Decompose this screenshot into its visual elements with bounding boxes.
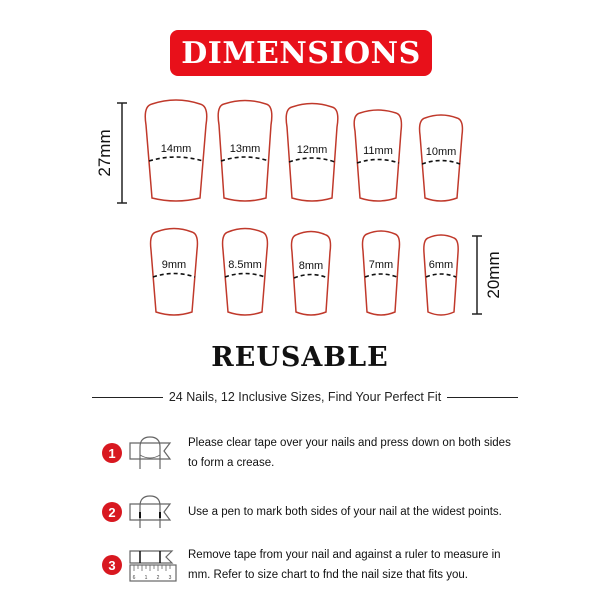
- nail-label-6mm: 6mm: [428, 259, 454, 271]
- nail-14mm: [145, 100, 207, 201]
- nail-12mm: [286, 104, 338, 202]
- nail-label-11mm: 11mm: [363, 145, 393, 157]
- step-1: [96, 433, 516, 473]
- step-3-text: Remove tape from your nail and against a ruler to measure in mm. Refer to size chart to fnd the nail size that fits you.: [188, 549, 501, 581]
- nail-label-13mm: 13mm: [229, 143, 261, 155]
- row2-height-label: 20mm: [484, 251, 503, 299]
- subtitle-line: [92, 387, 518, 407]
- nail-8.5mm: [223, 229, 268, 316]
- row1-height-label: 27mm: [95, 129, 114, 177]
- nail-13mm: [218, 101, 272, 202]
- nail-11mm: [354, 110, 401, 201]
- step-2-text: Use a pen to mark both sides of your nail at the widest points.: [188, 506, 502, 518]
- ruler-mark: 2: [156, 575, 160, 581]
- nail-label-8.5mm: 8.5mm: [228, 259, 262, 271]
- reusable-heading: REUSABLE: [211, 342, 389, 373]
- ruler-mark: 3: [168, 575, 172, 581]
- subtitle-text: 24 Nails, 12 Inclusive Sizes, Find Your Perfect Fit: [168, 390, 442, 404]
- nail-7mm: [363, 231, 400, 315]
- step-number-badge: 3: [102, 555, 122, 575]
- step-number-badge: 1: [102, 443, 122, 463]
- nail-label-9mm: 9mm: [161, 259, 187, 271]
- nail-label-8mm: 8mm: [298, 260, 324, 272]
- nail-9mm: [151, 229, 198, 316]
- ruler-mark: 6: [132, 575, 136, 581]
- row2-height-indicator: [472, 236, 503, 314]
- row1-height-indicator: [95, 103, 127, 203]
- ruler-mark: 1: [144, 575, 148, 581]
- nail-label-7mm: 7mm: [368, 259, 394, 271]
- divider-right: [447, 397, 518, 398]
- nail-8mm: [292, 232, 331, 316]
- nail-label-12mm: 12mm: [296, 144, 328, 156]
- step-3: [96, 545, 516, 585]
- pen-mark-nail-icon: [128, 492, 180, 532]
- step-1-text: Please clear tape over your nails and press down on both sides to form a crease.: [188, 437, 511, 469]
- ruler-measure-icon: [128, 545, 180, 585]
- nail-label-14mm: 14mm: [160, 143, 192, 155]
- step-2: [96, 492, 516, 532]
- nail-10mm: [420, 115, 463, 201]
- step-number-badge: 2: [102, 502, 122, 522]
- dimensions-title: DIMENSIONS: [181, 35, 421, 71]
- divider-left: [92, 397, 163, 398]
- tape-over-nail-icon: [128, 433, 180, 473]
- nail-6mm: [424, 235, 458, 315]
- nail-label-10mm: 10mm: [425, 146, 457, 158]
